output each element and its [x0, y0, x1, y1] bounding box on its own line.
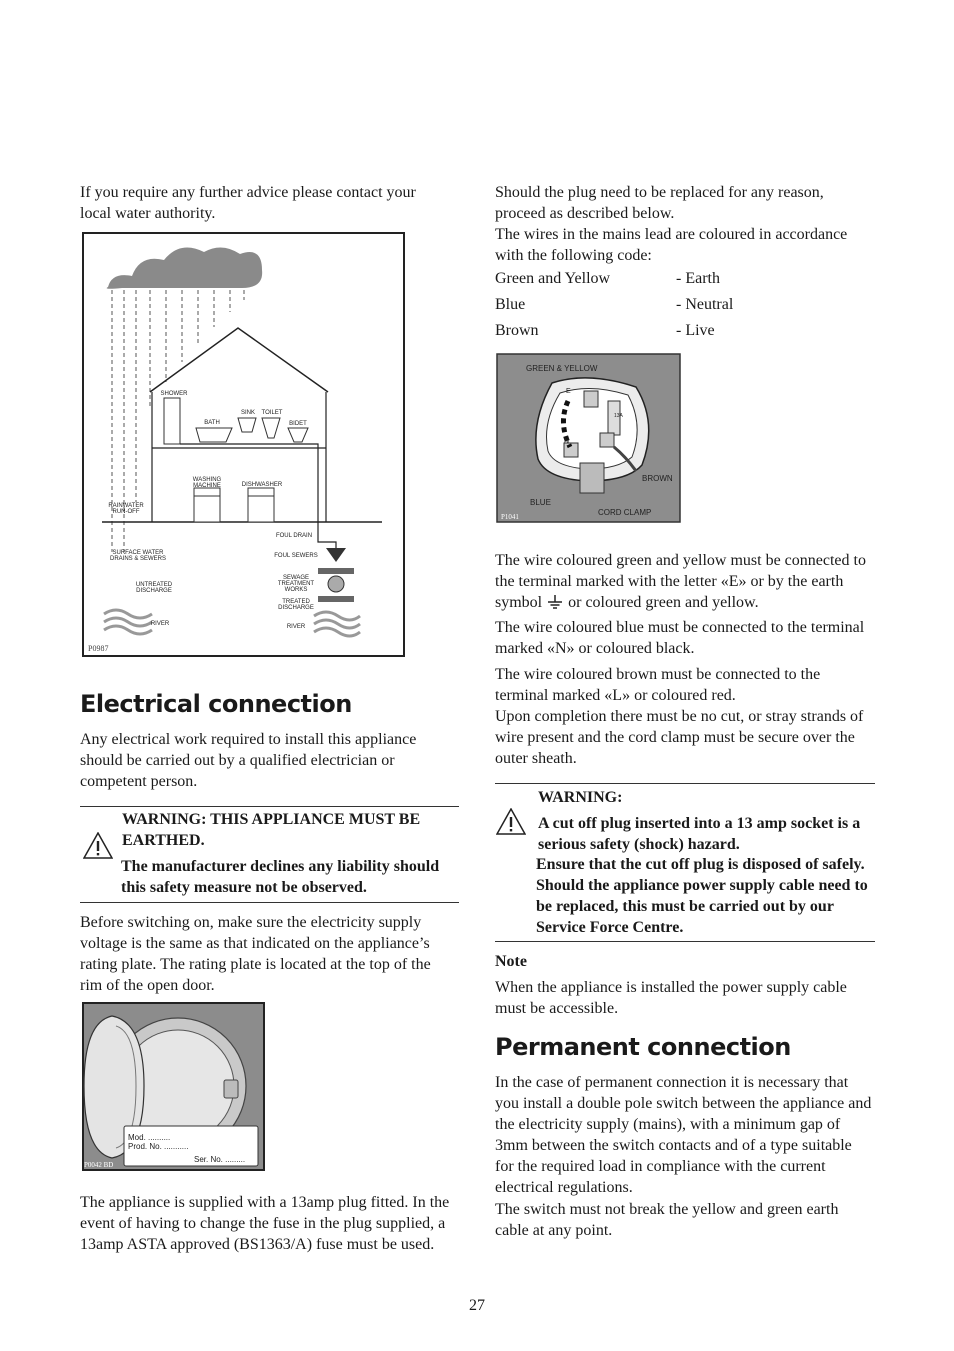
label-sink: SINK [240, 410, 256, 416]
rating-plate-diagram [82, 1002, 266, 1172]
label-treated-2: DISCHARGE [278, 605, 314, 611]
label-bath: BATH [204, 420, 220, 426]
wire-meaning: - Live [676, 322, 715, 339]
warning-triangle-icon [83, 832, 113, 859]
intro-text: If you require any further advice please contact your local water authority. [80, 184, 416, 222]
wire-colour: Blue [495, 296, 526, 313]
label-sewage-2: TREATMENT [277, 581, 315, 587]
label-foul-drain: FOUL DRAIN [275, 533, 313, 539]
label-shower: SHOWER [160, 391, 188, 397]
wire-colour: Brown [495, 322, 539, 339]
permanent-para-1: In the case of permanent connection it is necessary that you install a double pole switch between the appliance and the electricity supply (mains), with a minimum gap of 3mm between the switch contacts and of a type suitable for the required load in compliance with the current electrical regulations. [495, 1074, 872, 1196]
label-rainwater-2: RUN-OFF [112, 509, 140, 515]
label-surface-1: SURFACE WATER [112, 550, 164, 556]
wire-row-neutral [495, 296, 795, 322]
wire-meaning: - Neutral [676, 296, 734, 313]
plug-label-green-yellow: GREEN & YELLOW [526, 364, 598, 373]
label-bidet: BIDET [289, 421, 307, 427]
label-dishwasher: DISHWASHER [241, 482, 283, 488]
label-treated-1: TREATED [282, 599, 310, 605]
wire-row-live [495, 322, 795, 348]
warning2-top-rule [495, 783, 875, 784]
door-figure-code: P0042 BD [84, 1161, 114, 1169]
wires-intro-para: The wires in the mains lead are coloured in accordance with the following code: [495, 226, 848, 264]
note-text: When the appliance is installed the power supply cable must be accessible. [495, 979, 847, 1017]
blue-para: The wire coloured blue must be connected to the terminal marked «N» or coloured black. [495, 619, 865, 657]
plug-supplied-para: The appliance is supplied with a 13amp plug fitted. In the event of having to change the fuse in the plug supplied, a 13amp ASTA approved (BS1363/A) fuse must be used. [80, 1194, 450, 1253]
plate-prod: Prod. No. ........... [128, 1142, 189, 1151]
wire-row-earth [495, 270, 795, 296]
label-toilet: TOILET [261, 410, 283, 416]
wire-code-table [495, 270, 795, 348]
plate-ser: Ser. No. ......... [194, 1155, 246, 1164]
label-sewage-3: WORKS [284, 587, 308, 593]
plate-mod: Mod. .......... [128, 1133, 171, 1142]
green-yellow-para [495, 550, 875, 613]
note-title: Note [495, 953, 527, 970]
permanent-heading: Permanent connection [495, 1033, 791, 1061]
green-yellow-para-b: or coloured green and yellow. [568, 594, 759, 611]
label-river-left: RIVER [150, 621, 170, 627]
warning2-bottom-rule [495, 941, 875, 942]
earth-symbol-icon [546, 594, 564, 610]
label-untreated-2: DISCHARGE [136, 588, 172, 594]
warning-bottom-rule [80, 902, 459, 903]
green-yellow-para-a: The wire coloured green and yellow must be connected to the terminal marked with the letter «E» or by the earth symbol [495, 552, 866, 611]
plug-label-n: N [564, 438, 570, 445]
warning2-disposal: Ensure that the cut off plug is disposed of safely. Should the appliance power supply cable need to be replaced, this must be carried out by our Service Force Centre. [536, 856, 868, 936]
label-foul-sewers: FOUL SEWERS [274, 553, 318, 559]
plug-label-e: E [566, 388, 571, 395]
drainage-diagram [82, 232, 406, 658]
plug-label-brown: BROWN [642, 474, 673, 483]
completion-para: Upon completion there must be no cut, or stray strands of wire present and the cord clamp must be secure over the outer sheath. [495, 708, 864, 767]
warning2-hazard: A cut off plug inserted into a 13 amp socket is a serious safety (shock) hazard. [538, 815, 861, 853]
plug-label-cord-clamp: CORD CLAMP [598, 508, 652, 517]
label-washing-1: WASHING [192, 477, 222, 483]
warning-earthed: WARNING: THIS APPLIANCE MUST BE EARTHED. [122, 811, 421, 849]
plug-label-blue: BLUE [530, 498, 551, 507]
electrical-heading: Electrical connection [80, 690, 352, 718]
warning2-title: WARNING: [538, 789, 623, 806]
brown-para: The wire coloured brown must be connected to the terminal marked «L» or coloured red. [495, 666, 821, 704]
label-surface-2: DRAINS & SEWERS [109, 556, 167, 562]
label-washing-2: MACHINE [193, 483, 221, 489]
warning-top-rule [80, 806, 459, 807]
warning-triangle-icon-2 [496, 808, 526, 835]
wire-colour: Green and Yellow [495, 270, 611, 287]
label-sewage-1: SEWAGE [282, 575, 310, 581]
plug-figure-code: P1041 [501, 513, 519, 521]
before-switching-para: Before switching on, make sure the electricity supply voltage is the same as that indicated on the appliance’s rating plate. The rating plate is located at the top of the rim of the open door. [80, 914, 431, 994]
plug-label-fuse: 13A [614, 413, 623, 419]
label-untreated-1: UNTREATED [135, 582, 173, 588]
figure-code: P0987 [88, 644, 109, 653]
electrical-para: Any electrical work required to install this appliance should be carried out by a qualified electrician or competent person. [80, 731, 417, 790]
plug-replace-para: Should the plug need to be replaced for any reason, proceed as described below. [495, 184, 824, 222]
permanent-para-2: The switch must not break the yellow and green earth cable at any point. [495, 1201, 839, 1239]
warning-liability: The manufacturer declines any liability should this safety measure not be observed. [121, 858, 440, 896]
page-number: 27 [469, 1297, 485, 1314]
label-river-right: RIVER [286, 624, 306, 630]
label-rainwater-1: RAINWATER [108, 503, 144, 509]
wire-meaning: - Earth [676, 270, 720, 287]
plug-wiring-diagram [496, 353, 681, 523]
